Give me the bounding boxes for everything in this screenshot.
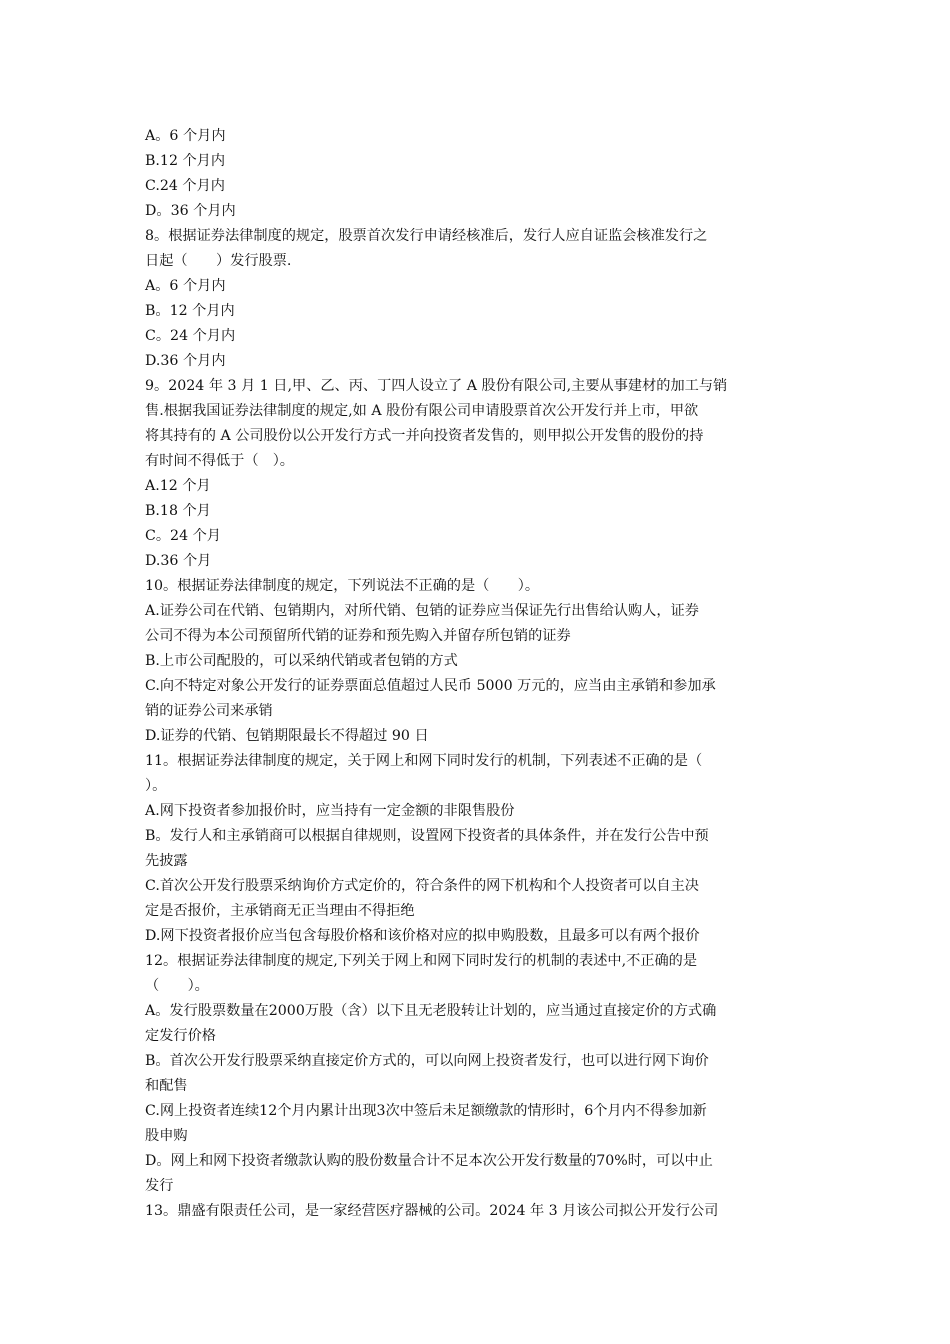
question-12-option-c-cont: 股申购 xyxy=(145,1128,188,1144)
question-9-option-c: C。24 个月 xyxy=(145,528,221,544)
question-12-text: 12。根据证券法律制度的规定,下列关于网上和网下同时发行的机制的表述中,不正确的是 xyxy=(145,953,698,969)
question-9-option-a: A.12 个月 xyxy=(145,478,211,494)
option-b-12-months: B.12 个月内 xyxy=(145,153,226,169)
question-12-option-d: D。网上和网下投资者缴款认购的股份数量合计不足本次公开发行数量的70%时，可以中止 xyxy=(145,1153,713,1169)
question-10-option-a: A.证券公司在代销、包销期内，对所代销、包销的证券应当保证先行出售给认购人，证券 xyxy=(145,603,699,619)
question-11-option-b: B。发行人和主承销商可以根据自律规则，设置网下投资者的具体条件，并在发行公告中预 xyxy=(145,828,709,844)
option-d-36-months: D。36 个月内 xyxy=(145,203,236,219)
question-8-text: 8。根据证券法律制度的规定，股票首次发行申请经核准后，发行人应自证监会核准发行之 xyxy=(145,228,708,244)
document-page xyxy=(145,124,815,1224)
question-11-option-c-cont: 定是否报价，主承销商无正当理由不得拒绝 xyxy=(145,903,415,919)
question-10-option-c-cont: 销的证券公司来承销 xyxy=(145,703,273,719)
option-a-6-months: A。6 个月内 xyxy=(145,128,226,144)
question-8-option-a: A。6 个月内 xyxy=(145,278,226,294)
question-9-option-b: B.18 个月 xyxy=(145,503,211,519)
question-10-option-c: C.向不特定对象公开发行的证券票面总值超过人民币 5000 万元的，应当由主承销和参加承 xyxy=(145,678,716,694)
question-10-text: 10。根据证券法律制度的规定，下列说法不正确的是（ ）。 xyxy=(145,578,540,594)
question-10-option-a-cont: 公司不得为本公司预留所代销的证券和预先购入并留存所包销的证券 xyxy=(145,628,571,644)
question-12-option-a-cont: 定发行价格 xyxy=(145,1028,216,1044)
question-10-option-b: B.上市公司配股的，可以采纳代销或者包销的方式 xyxy=(145,653,458,669)
question-11-option-d: D.网下投资者报价应当包含每股价格和该价格对应的拟申购股数，且最多可以有两个报价 xyxy=(145,928,700,944)
question-9-text: 9。2024 年 3 月 1 日,甲、乙、丙、丁四人设立了 A 股份有限公司,主要从事建材的加工与销 xyxy=(145,378,728,394)
question-11-option-a: A.网下投资者参加报价时，应当持有一定金额的非限售股份 xyxy=(145,803,515,819)
question-8-option-c: C。24 个月内 xyxy=(145,328,236,344)
question-9-text-cont-2: 将其持有的 A 公司股份以公开发行方式一并向投资者发售的，则甲拟公开发售的股份的持 xyxy=(145,428,704,444)
question-11-text: 11。根据证券法律制度的规定，关于网上和网下同时发行的机制，下列表述不正确的是（ xyxy=(145,753,703,769)
question-9-text-cont-1: 售.根据我国证券法律制度的规定,如 A 股份有限公司申请股票首次公开发行并上市，甲欲 xyxy=(145,403,699,419)
question-8-text-cont: 日起（ ）发行股票. xyxy=(145,253,292,269)
question-8-option-b: B。12 个月内 xyxy=(145,303,235,319)
question-8-option-d: D.36 个月内 xyxy=(145,353,226,369)
question-12-option-d-cont: 发行 xyxy=(145,1178,174,1194)
option-c-24-months: C.24 个月内 xyxy=(145,178,225,194)
question-13-text: 13。鼎盛有限责任公司，是一家经营医疗器械的公司。2024 年 3 月该公司拟公开发行公司 xyxy=(145,1203,719,1219)
question-9-text-cont-3: 有时间不得低于（ ）。 xyxy=(145,453,294,469)
question-12-option-c: C.网上投资者连续12个月内累计出现3次中签后未足额缴款的情形时，6个月内不得参加新 xyxy=(145,1103,707,1119)
question-11-text-cont: ）。 xyxy=(145,778,167,794)
question-12-option-b-cont: 和配售 xyxy=(145,1078,188,1094)
question-12-option-a: A。发行股票数量在2000万股（含）以下且无老股转让计划的，应当通过直接定价的方式确 xyxy=(145,1003,717,1019)
question-11-option-c: C.首次公开发行股票采纳询价方式定价的，符合条件的网下机构和个人投资者可以自主决 xyxy=(145,878,699,894)
question-11-option-b-cont: 先披露 xyxy=(145,853,188,869)
question-9-option-d: D.36 个月 xyxy=(145,553,212,569)
question-12-option-b: B。首次公开发行股票采纳直接定价方式的，可以向网上投资者发行，也可以进行网下询价 xyxy=(145,1053,709,1069)
question-12-text-cont: （ ）。 xyxy=(145,978,209,994)
question-10-option-d: D.证券的代销、包销期限最长不得超过 90 日 xyxy=(145,728,429,744)
